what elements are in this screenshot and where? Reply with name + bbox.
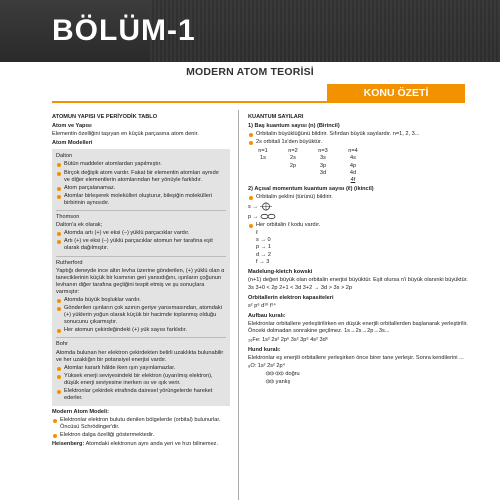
orbital-cell	[308, 177, 338, 184]
orbital-cell	[278, 170, 308, 177]
modern-item: Elektron dalga özelliği göstermektedir.	[52, 432, 230, 439]
model-dalton-label: Dalton	[56, 153, 73, 160]
hund-correct: ⦶⦶ ⦶⦶ doğru	[266, 370, 300, 377]
aufbau-text: Elektronlar orbitallere yerleştirilirken en düşük enerjili orbitallerden başlanarak yerleştirilir. Önceki dolmadan sonrakine geçilmez. 1s→2s→2p→3s...	[248, 321, 468, 335]
orbital-cell	[278, 177, 308, 184]
dalton-item: Birçok değişik atom vardır. Fakat bir elementin atomları aynıdır ve diğer elementlerin atomlarından her yönüyle farklıdır.	[56, 170, 226, 184]
p-orbital-icon	[260, 212, 276, 221]
l-code-title: ℓ	[256, 230, 258, 237]
page-title: MODERN ATOM TEORİSİ	[186, 66, 314, 78]
orbital-cell: 3s	[320, 155, 326, 162]
orbital-cell: 4d	[349, 169, 357, 176]
rutherford-item: Atomda büyük boşluklar vardır.	[56, 297, 226, 304]
separator	[56, 256, 226, 257]
bas-item: 2s orbitali 1s'den büyüktür.	[248, 139, 468, 146]
dalton-item: Atomlar birleşerek molekülleri oluşturur, bileşiğin molekülleri birbirinin aynısıdır.	[56, 193, 226, 207]
aufbau-heading: Aufbau kuralı:	[248, 313, 286, 320]
left-column	[52, 112, 230, 449]
orbital-cell: n=4	[348, 148, 358, 155]
bas-kuantum-heading: 1) Baş kuantum sayısı (n) (Birincil)	[248, 123, 340, 130]
separator	[56, 337, 226, 338]
kapasite-text: s² p⁶ d¹⁰ f¹⁴	[248, 303, 276, 310]
l-code-list	[248, 230, 468, 265]
hund-wrong: ⦶⦶ yanlış	[266, 378, 291, 385]
thomson-item: Atomda artı (+) ve eksi (–) yüklü parçacıklar vardır.	[56, 230, 226, 237]
orbital-grid	[248, 148, 468, 183]
orbital-cell: n=1	[258, 148, 268, 155]
orbital-cell: 3d	[319, 169, 327, 176]
bohr-item: Yüksek enerji seviyesindeki bir elektron (uyarılmış elektron), düşük enerji seviyesine inerken ısı ve ışık verir.	[56, 373, 226, 387]
rutherford-text: Yaptığı deneyde ince altın levha üzerine gönderilen, (+) yüklü olan α taneciklerinin küçük bir kısmının geri yansıdığını, ışınların çoğunun levhanın diğer tarafına geçtiğini tespit etmiş ve şu sonuçlara varmıştır:	[56, 267, 225, 295]
orbital-cell: 3p	[319, 162, 327, 169]
madelung-text: (n+1) değeri büyük olan orbitalin enerjisi büyüktür. Eşit olursa n'i büyük olanınki büyüktür.	[248, 276, 468, 283]
models-box	[52, 149, 230, 406]
madelung-heading: Madelung-kletch kowski	[248, 268, 313, 275]
rutherford-item: Her atomun çekirdeğindeki (+) yük sayısı farklıdır.	[56, 327, 226, 334]
orbital-cell: 4s	[350, 155, 356, 162]
bohr-item: Atomlar kararlı hâlde iken ışın yayınlamazlar.	[56, 365, 226, 372]
s-shape-label: s →	[248, 204, 258, 211]
chapter-title: BÖLÜM-1	[52, 14, 196, 47]
dalton-item: Bütün maddeler atomlardan yapılmıştır.	[56, 161, 226, 168]
header-stripe	[150, 0, 500, 62]
column-divider	[238, 110, 239, 500]
hund-heading: Hund kuralı:	[248, 346, 281, 353]
p-shape-label: p →	[248, 214, 259, 221]
kapasite-heading: Orbitallerin elektron kapasiteleri	[248, 295, 334, 302]
bohr-text: Atomda bulunan her elektron çekirdekten belirli uzaklıkta bulunabilir ve her uzaklığın bir potansiyel enerjisi vardır.	[56, 349, 224, 363]
heisenberg-lead: Heisenberg:	[52, 440, 85, 447]
l-code-row: d → 2	[256, 251, 271, 258]
modern-model-heading: Modern Atom Modeli:	[52, 409, 109, 416]
orbital-cell	[248, 170, 278, 177]
s-shape-row	[248, 202, 468, 211]
orbital-cell: 4f	[350, 176, 356, 183]
s-orbital-icon	[260, 202, 272, 211]
model-rutherford-label: Rutherford	[56, 259, 83, 266]
separator	[56, 210, 226, 211]
subheading-atom-ve-yapisi: Atom ve Yapısı	[52, 123, 92, 130]
kuantum-heading: KUANTUM SAYILARI	[248, 114, 304, 120]
subheading-atom-models: Atom Modelleri	[52, 140, 93, 147]
bohr-item: Elektronlar çekirdek etrafında dairesel yörüngelerde hareket ederler.	[56, 388, 226, 402]
l-code-row: f → 3	[256, 258, 270, 265]
model-thomson-label: Thomson	[56, 214, 80, 221]
right-column	[248, 112, 468, 387]
orbital-cell: n=2	[288, 148, 298, 155]
orbital-cell: 4p	[349, 162, 357, 169]
orange-rule	[52, 101, 465, 103]
section-heading: ATOMUN YAPISI VE PERİYODİK TABLO	[52, 114, 158, 120]
orbital-cell	[248, 163, 278, 170]
madelung-equation: 3s 3+0 < 2p 2+1 < 3d 3+2 → 3d > 3s > 2p	[248, 284, 353, 291]
orbital-cell: n=3	[318, 148, 328, 155]
acisal-heading: 2) Açısal momentum kuantum sayısı (ℓ) (ikincil)	[248, 185, 374, 192]
shape-note: Her orbitalin ℓ kodu vardır.	[248, 222, 468, 229]
thomson-item: Artı (+) ve eksi (–) yüklü parçacıklar atomun her tarafına eşit olarak dağılmıştır.	[56, 238, 226, 252]
heisenberg-text: Atomdaki elektronun aynı anda yeri ve hızı bilinemez.	[85, 440, 219, 447]
l-code-row: s → 0	[256, 237, 271, 244]
thomson-intro: Dalton'a ek olarak;	[56, 222, 103, 229]
atom-definition: Elementin özelliğini taşıyan en küçük parçasına atom denir.	[52, 131, 199, 138]
aufbau-example: ₂₆Fe: 1s² 2s² 2p⁶ 3s² 3p⁶ 4s² 3d⁶	[248, 336, 329, 343]
section-tag: KONU ÖZETİ	[327, 84, 465, 102]
model-bohr-label: Bohr	[56, 341, 68, 348]
rutherford-item: Gönderilen ışınların çok azının geriye yansımasından, atomdaki (+) yüklerin yoğun olarak küçük bir hacimde toplanmış olduğu sonucunu çıkarmıştır.	[56, 305, 226, 326]
orbital-cell: 2p	[289, 162, 297, 169]
p-shape-row	[248, 212, 468, 221]
l-code-row: p → 1	[256, 244, 271, 251]
orbital-cell	[248, 177, 278, 184]
modern-item: Elektronlar elektron bulutu denilen bölgelerde (orbital) bulunurlar. Öncüsü Schrödinger'dir.	[52, 417, 230, 431]
dalton-item: Atom parçalanamaz.	[56, 185, 226, 192]
bas-item: Orbitalin büyüklüğünü bildirir. Sıfırdan büyük sayılardır. n=1, 2, 3...	[248, 131, 468, 138]
acisal-item: Orbitalin şeklini (türünü) bildirir.	[248, 194, 468, 201]
heisenberg-line	[52, 441, 230, 448]
hund-example-lead: ₈O: 1s² 2s² 2p⁴	[248, 362, 286, 369]
hund-text: Elektronlar eş enerjili orbitallere yerleşirken önce birer tane yerleşir. Sonra kendilerini ...	[248, 354, 464, 361]
orbital-cell: 2s	[290, 155, 296, 162]
orbital-cell: 1s	[260, 155, 266, 162]
